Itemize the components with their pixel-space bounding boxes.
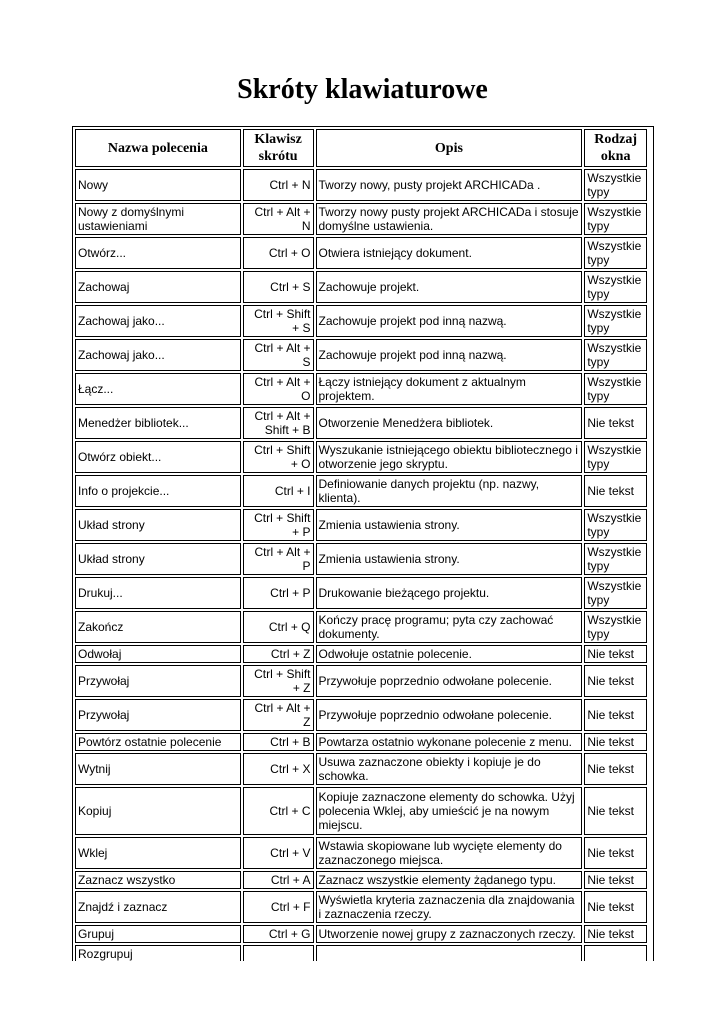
cell-type: Wszystkie typy <box>584 203 647 235</box>
cell-key: Ctrl + Alt + Shift + B <box>243 407 314 439</box>
cell-name: Nowy z domyślnymi ustawieniami <box>75 203 241 235</box>
cell-type: Wszystkie typy <box>584 169 647 201</box>
table-row <box>75 787 647 835</box>
cell-type: Nie tekst <box>584 925 647 943</box>
cell-type: Wszystkie typy <box>584 543 647 575</box>
cell-type: Nie tekst <box>584 665 647 697</box>
table-row <box>75 373 647 405</box>
table-row <box>75 543 647 575</box>
cell-name: Otwórz obiekt... <box>75 441 241 473</box>
cell-type: Wszystkie typy <box>584 441 647 473</box>
cell-name: Zakończ <box>75 611 241 643</box>
cell-type: Nie tekst <box>584 645 647 663</box>
cell-desc: Przywołuje poprzednio odwołane polecenie. <box>316 665 583 697</box>
cell-desc: Zachowuje projekt pod inną nazwą. <box>316 339 583 371</box>
cell-name: Wytnij <box>75 753 241 785</box>
cell-name: Odwołaj <box>75 645 241 663</box>
cell-name: Przywołaj <box>75 665 241 697</box>
cell-type: Wszystkie typy <box>584 305 647 337</box>
table-row <box>75 203 647 235</box>
cell-type: Wszystkie typy <box>584 237 647 269</box>
cell-type: Wszystkie typy <box>584 271 647 303</box>
cell-key: Ctrl + A <box>243 871 314 889</box>
cell-desc: Odwołuje ostatnie polecenie. <box>316 645 583 663</box>
cell-desc: Otworzenie Menedżera bibliotek. <box>316 407 583 439</box>
cell-desc: Tworzy nowy pusty projekt ARCHICADa i stosuje domyślne ustawienia. <box>316 203 583 235</box>
table-row <box>75 945 647 961</box>
cell-key: Ctrl + C <box>243 787 314 835</box>
cell-name: Zachowaj <box>75 271 241 303</box>
page-title: Skróty klawiaturowe <box>237 74 488 105</box>
cell-type: Nie tekst <box>584 407 647 439</box>
cell-key: Ctrl + B <box>243 733 314 751</box>
table-row <box>75 699 647 731</box>
cell-key: Ctrl + Q <box>243 611 314 643</box>
cell-key: Ctrl + I <box>243 475 314 507</box>
table-row <box>75 509 647 541</box>
table-row <box>75 475 647 507</box>
table-row <box>75 305 647 337</box>
cell-name: Drukuj... <box>75 577 241 609</box>
cell-name: Zachowaj jako... <box>75 305 241 337</box>
header-type: Rodzaj okna <box>584 129 647 167</box>
cell-desc: Drukowanie bieżącego projektu. <box>316 577 583 609</box>
cell-key: Ctrl + N <box>243 169 314 201</box>
table-row <box>75 271 647 303</box>
cell-key: Ctrl + Alt + N <box>243 203 314 235</box>
cell-key: Ctrl + F <box>243 891 314 923</box>
shortcuts-table-frame <box>72 126 654 961</box>
cell-desc: Zmienia ustawienia strony. <box>316 509 583 541</box>
cell-type: Nie tekst <box>584 699 647 731</box>
cell-desc: Tworzy nowy, pusty projekt ARCHICADa . <box>316 169 583 201</box>
table-row <box>75 339 647 371</box>
cell-key: Ctrl + Alt + P <box>243 543 314 575</box>
table-row <box>75 645 647 663</box>
table-row <box>75 925 647 943</box>
cell-desc: Usuwa zaznaczone obiekty i kopiuje je do schowka. <box>316 753 583 785</box>
table-row <box>75 577 647 609</box>
cell-type: Wszystkie typy <box>584 339 647 371</box>
cell-name: Kopiuj <box>75 787 241 835</box>
cell-desc: Wyszukanie istniejącego obiektu bibliotecznego i otworzenie jego skryptu. <box>316 441 583 473</box>
cell-name: Łącz... <box>75 373 241 405</box>
cell-desc: Definiowanie danych projektu (np. nazwy, klienta). <box>316 475 583 507</box>
table-header-row <box>75 129 647 167</box>
cell-name: Układ strony <box>75 543 241 575</box>
cell-name: Wklej <box>75 837 241 869</box>
cell-type: Wszystkie typy <box>584 611 647 643</box>
table-row <box>75 441 647 473</box>
cell-type: Nie tekst <box>584 733 647 751</box>
cell-desc: Łączy istniejący dokument z aktualnym projektem. <box>316 373 583 405</box>
cell-key: Ctrl + V <box>243 837 314 869</box>
cell-name: Znajdź i zaznacz <box>75 891 241 923</box>
cell-type: Wszystkie typy <box>584 577 647 609</box>
cell-name: Otwórz... <box>75 237 241 269</box>
cell-desc: Wstawia skopiowane lub wycięte elementy do zaznaczonego miejsca. <box>316 837 583 869</box>
cell-type: Wszystkie typy <box>584 509 647 541</box>
cell-name: Przywołaj <box>75 699 241 731</box>
cell-key: Ctrl + O <box>243 237 314 269</box>
cell-key: Ctrl + Alt + O <box>243 373 314 405</box>
cell-name: Nowy <box>75 169 241 201</box>
cell-name: Zaznacz wszystko <box>75 871 241 889</box>
cell-desc: Kopiuje zaznaczone elementy do schowka. Użyj polecenia Wklej, aby umieścić je na nowym miejscu. <box>316 787 583 835</box>
cell-name: Układ strony <box>75 509 241 541</box>
cell-name: Zachowaj jako... <box>75 339 241 371</box>
table-row <box>75 169 647 201</box>
cell-desc: Powtarza ostatnio wykonane polecenie z menu. <box>316 733 583 751</box>
cell-type: Nie tekst <box>584 891 647 923</box>
cell-key: Ctrl + Shift + O <box>243 441 314 473</box>
header-name: Nazwa polecenia <box>75 129 241 167</box>
cell-type <box>584 945 647 961</box>
cell-desc: Utworzenie nowej grupy z zaznaczonych rzeczy. <box>316 925 583 943</box>
cell-desc: Zaznacz wszystkie elementy żądanego typu. <box>316 871 583 889</box>
cell-desc: Wyświetla kryteria zaznaczenia dla znajdowania i zaznaczenia rzeczy. <box>316 891 583 923</box>
cell-name: Powtórz ostatnie polecenie <box>75 733 241 751</box>
cell-type: Nie tekst <box>584 753 647 785</box>
cell-desc: Przywołuje poprzednio odwołane polecenie. <box>316 699 583 731</box>
cell-type: Nie tekst <box>584 871 647 889</box>
cell-name: Rozgrupuj <box>75 945 241 961</box>
cell-desc: Zachowuje projekt pod inną nazwą. <box>316 305 583 337</box>
table-row <box>75 407 647 439</box>
cell-desc: Otwiera istniejący dokument. <box>316 237 583 269</box>
table-row <box>75 237 647 269</box>
table-row <box>75 611 647 643</box>
table-row <box>75 665 647 697</box>
table-row <box>75 871 647 889</box>
cell-type: Nie tekst <box>584 787 647 835</box>
cell-key: Ctrl + S <box>243 271 314 303</box>
cell-key: Ctrl + Shift + S <box>243 305 314 337</box>
cell-key: Ctrl + Alt + Z <box>243 699 314 731</box>
table-row <box>75 891 647 923</box>
cell-desc: Zachowuje projekt. <box>316 271 583 303</box>
cell-key: Ctrl + Alt + S <box>243 339 314 371</box>
cell-key: Ctrl + Shift + Z <box>243 665 314 697</box>
shortcuts-table <box>73 127 649 961</box>
cell-type: Nie tekst <box>584 837 647 869</box>
cell-key: Ctrl + Shift + P <box>243 509 314 541</box>
cell-desc: Kończy pracę programu; pyta czy zachować dokumenty. <box>316 611 583 643</box>
cell-name: Grupuj <box>75 925 241 943</box>
cell-desc <box>316 945 583 961</box>
header-desc: Opis <box>316 129 583 167</box>
cell-name: Info o projekcie... <box>75 475 241 507</box>
cell-key: Ctrl + G <box>243 925 314 943</box>
header-key: Klawisz skrótu <box>243 129 314 167</box>
table-row <box>75 753 647 785</box>
table-row <box>75 733 647 751</box>
cell-type: Nie tekst <box>584 475 647 507</box>
cell-type: Wszystkie typy <box>584 373 647 405</box>
cell-key: Ctrl + P <box>243 577 314 609</box>
cell-key: Ctrl + Z <box>243 645 314 663</box>
cell-key <box>243 945 314 961</box>
cell-name: Menedżer bibliotek... <box>75 407 241 439</box>
cell-key: Ctrl + X <box>243 753 314 785</box>
cell-desc: Zmienia ustawienia strony. <box>316 543 583 575</box>
table-row <box>75 837 647 869</box>
